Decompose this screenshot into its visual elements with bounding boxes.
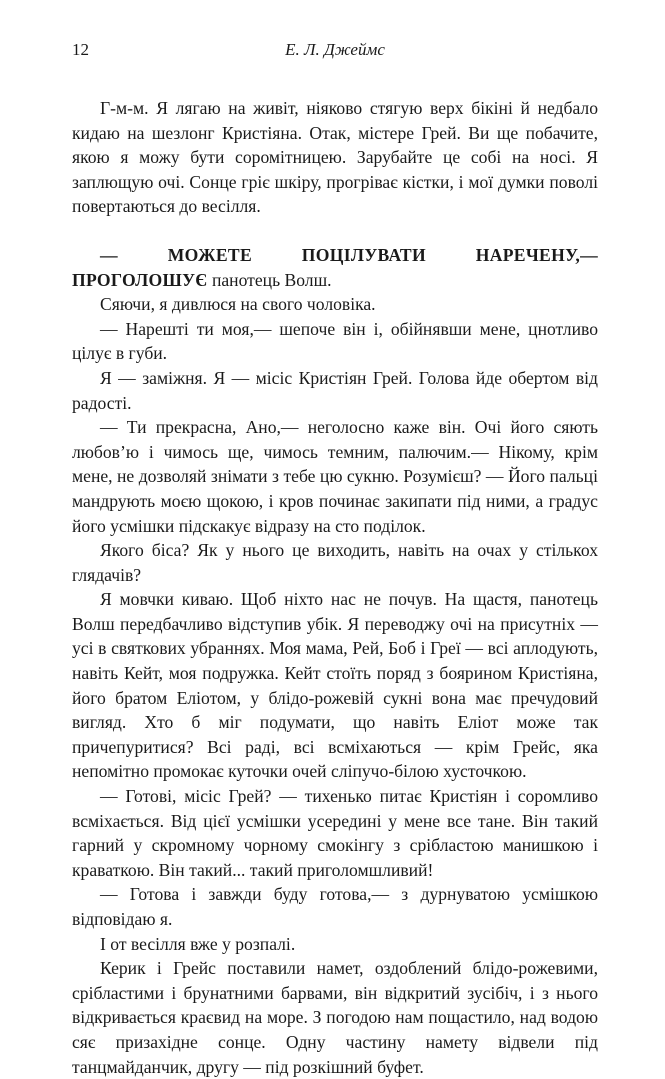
paragraph: — Нарешті ти моя,— шепоче він і, обійнявши мене, цнотливо цілує в губи.	[72, 318, 598, 364]
paragraph: — Ти прекрасна, Ано,— неголосно каже він. Очі його сяють любов’ю і чимось ще, чимось темним, палючим.— Нікому, крім мене, не дозволяй знімати з тебе цю сукню. Розумієш? — Його пальці мандрують моєю щокою, і кров починає закипати під ними, а градус його усмішки підскакує відразу на сто поділок.	[72, 417, 598, 536]
paragraph: Сяючи, я дивлюся на свого чоловіка.	[100, 294, 376, 315]
body-text	[72, 96, 598, 1079]
paragraph: Г-м-м. Я лягаю на живіт, ніяково стягую верх бікіні й недбало кидаю на шезлонг Кристіяна. Отак, містере Грей. Ви ще побачите, якою я можу бути соромітницею. Зарубайте це собі на носі. Я заплющую очі. Сонце гріє шкіру, прогріває кістки, і мої думки поволі повертаються до весілля.	[72, 98, 598, 217]
running-title: Е. Л. Джеймс	[285, 40, 385, 59]
book-page	[72, 40, 598, 1079]
paragraph: Якого біса? Як у нього це виходить, навіть на очах у стількох глядачів?	[72, 540, 598, 585]
paragraph: Керик і Грейс поставили намет, оздоблений блідо-рожевими, срібластими і брунатними барвами, він відкритий зусібіч, і з нього відкривається краєвид на море. З погодою нам пощастило, над водою сяє призахідне сонце. Одну частину намету відвели під танцмайданчик, другу — під розкішний буфет.	[72, 958, 598, 1077]
paragraph	[72, 243, 598, 292]
page-number: 12	[72, 40, 89, 59]
paragraph: Я мовчки киваю. Щоб ніхто нас не почув. На щастя, панотець Волш передбачливо відступив убік. Я переводжу очі на присутніх — усі в святкових убраннях. Моя мама, Рей, Боб і Греї — всі аплодують, навіть Кейт, моя подружка. Кейт стоїть поряд з боярином Кристіяна, його братом Еліотом, у блідо-рожевій сукні вона має пречудовий вигляд. Хто б міг подумати, що навіть Еліот може так причепуритися? Всі раді, всі всміхаються — крім Грейс, яка непомітно промокає куточки очей сліпучо-білою хусточкою.	[72, 589, 598, 782]
paragraph: І от весілля вже у розпалі.	[100, 933, 296, 954]
section-lead: — МОЖЕТЕ ПОЦІЛУВАТИ НАРЕЧЕНУ,— ПРОГОЛОШУЄ	[72, 244, 598, 290]
page-header	[72, 40, 598, 70]
paragraph: — Готова і завжди буду готова,— з дурнуватою усмішкою відповідаю я.	[72, 884, 598, 929]
paragraph: Я — заміжня. Я — місіс Кристіян Грей. Голова йде обертом від радості.	[72, 367, 598, 413]
paragraph-text: панотець Волш.	[207, 269, 332, 290]
paragraph: — Готові, місіс Грей? — тихенько питає Кристіян і соромливо всміхається. Від цієї усмішки усередині у мене все тане. Він такий гарний у скромному чорному смокінгу з срібластою манишкою і краваткою. Він такий... такий приголомшливий!	[72, 786, 598, 880]
